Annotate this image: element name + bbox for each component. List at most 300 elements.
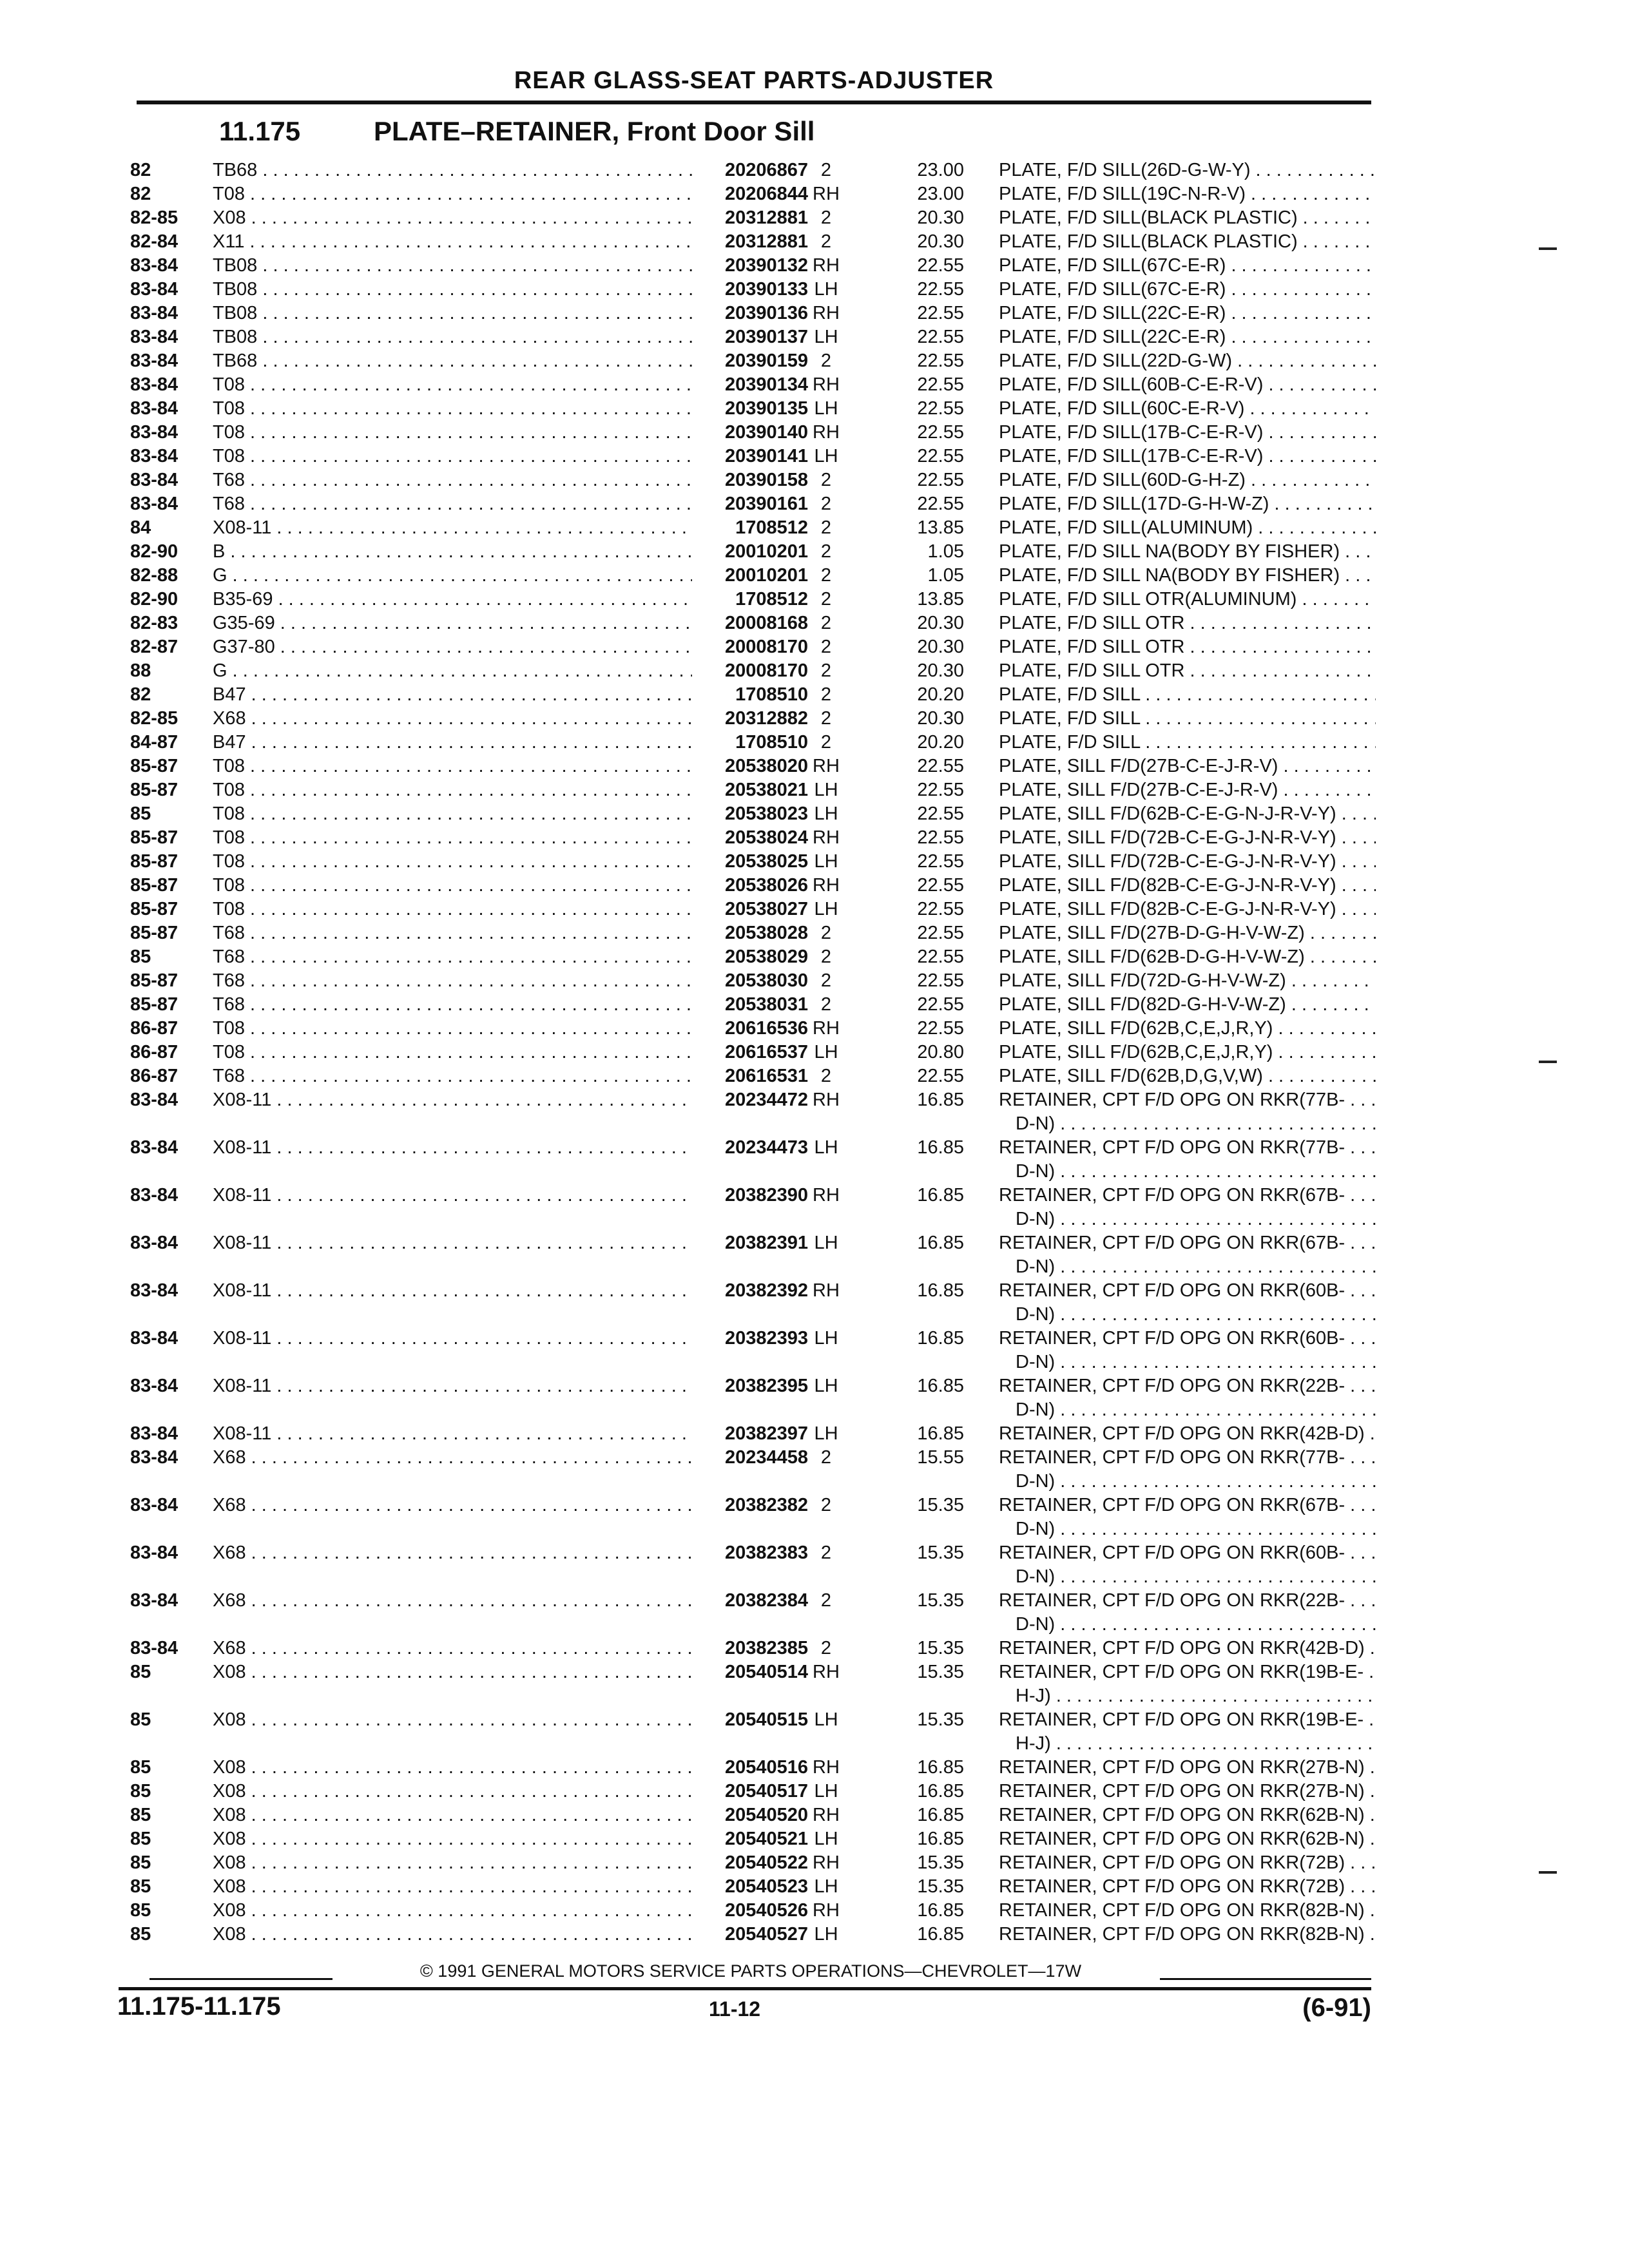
quantity: RH bbox=[813, 1018, 840, 1039]
model-years: 85 bbox=[130, 803, 151, 824]
quantity: 2 bbox=[820, 613, 832, 633]
description: PLATE, F/D SILL(17B-C-E-R-V) . . . bbox=[999, 421, 1376, 445]
model-code: X08-11 . . . bbox=[213, 1374, 692, 1398]
model-years: 84 bbox=[130, 517, 151, 538]
quantity: 2 bbox=[820, 541, 832, 562]
quantity: LH bbox=[814, 1328, 838, 1349]
description: PLATE, F/D SILL(67C-E-R) . . . bbox=[999, 278, 1376, 302]
description: PLATE, F/D SILL(BLACK PLASTIC) . . . bbox=[999, 230, 1376, 254]
quantity: 2 bbox=[820, 1638, 832, 1658]
description: RETAINER, CPT F/D OPG ON RKR(77B- . . . bbox=[999, 1446, 1376, 1470]
model-years: 85 bbox=[130, 1757, 151, 1778]
table-row bbox=[130, 778, 1380, 802]
spacer bbox=[130, 1350, 213, 1374]
spacer bbox=[964, 1136, 999, 1160]
spacer bbox=[964, 373, 999, 397]
table-row bbox=[130, 1803, 1380, 1827]
spacer bbox=[964, 1088, 999, 1112]
spacer bbox=[964, 1827, 999, 1851]
quantity: RH bbox=[813, 875, 840, 896]
table-row-continuation bbox=[130, 1517, 1380, 1541]
part-number: 20390134 bbox=[724, 374, 808, 395]
part-number: 20538031 bbox=[724, 994, 808, 1015]
model-code: T08 . . . bbox=[213, 397, 692, 421]
part-number: 20234472 bbox=[724, 1090, 808, 1110]
quantity: 2 bbox=[820, 494, 832, 514]
spacer bbox=[964, 993, 999, 1017]
description: RETAINER, CPT F/D OPG ON RKR(67B- . . . bbox=[999, 1494, 1376, 1517]
table-row-continuation bbox=[130, 1207, 1380, 1231]
table-row bbox=[130, 1541, 1380, 1565]
spacer bbox=[692, 1613, 808, 1637]
model-code: B47 . . . bbox=[213, 731, 692, 754]
part-number: 20540527 bbox=[724, 1924, 808, 1945]
spacer bbox=[692, 1517, 808, 1541]
part-number: 20382385 bbox=[724, 1638, 808, 1658]
table-row-continuation bbox=[130, 1160, 1380, 1184]
spacer bbox=[964, 445, 999, 468]
price: 15.35 bbox=[917, 1662, 964, 1682]
description: PLATE, F/D SILL(60C-E-R-V) . . . bbox=[999, 397, 1376, 421]
quantity: 2 bbox=[820, 231, 832, 252]
model-code: T68 . . . bbox=[213, 468, 692, 492]
spacer bbox=[964, 1327, 999, 1350]
price: 23.00 bbox=[917, 160, 964, 180]
footer-revision-date: (6-91) bbox=[1302, 1994, 1371, 2022]
model-years: 85-87 bbox=[130, 851, 178, 872]
description: PLATE, F/D SILL OTR . . . bbox=[999, 611, 1376, 635]
price: 16.85 bbox=[917, 1328, 964, 1349]
description: RETAINER, CPT F/D OPG ON RKR(62B-N) . . . bbox=[999, 1827, 1376, 1851]
model-years: 82-84 bbox=[130, 231, 178, 252]
price: 22.55 bbox=[917, 470, 964, 490]
model-years: 82 bbox=[130, 184, 151, 204]
description: RETAINER, CPT F/D OPG ON RKR(60B- . . . bbox=[999, 1327, 1376, 1350]
part-number: 20206844 bbox=[724, 184, 808, 204]
quantity: LH bbox=[814, 1876, 838, 1897]
part-number: 20390133 bbox=[724, 279, 808, 300]
spacer bbox=[213, 1470, 692, 1494]
description: PLATE, SILL F/D(27B-C-E-J-R-V) . . . bbox=[999, 778, 1376, 802]
description: RETAINER, CPT F/D OPG ON RKR(60B- . . . bbox=[999, 1541, 1376, 1565]
price: 20.20 bbox=[917, 732, 964, 753]
model-code: X68 . . . bbox=[213, 1494, 692, 1517]
model-years: 83-84 bbox=[130, 1233, 178, 1253]
spacer bbox=[964, 1756, 999, 1780]
spacer bbox=[964, 1470, 999, 1494]
spacer bbox=[692, 1303, 808, 1327]
spacer bbox=[964, 1875, 999, 1899]
footer-rule-left bbox=[149, 1978, 333, 1980]
model-years: 83-84 bbox=[130, 279, 178, 300]
description: PLATE, F/D SILL . . . bbox=[999, 731, 1376, 754]
model-years: 83-84 bbox=[130, 398, 178, 419]
price: 20.30 bbox=[917, 708, 964, 729]
part-number: 20538020 bbox=[724, 756, 808, 776]
spacer bbox=[964, 564, 999, 588]
price: 15.35 bbox=[917, 1876, 964, 1897]
model-code: X08-11 . . . bbox=[213, 1231, 692, 1255]
description: RETAINER, CPT F/D OPG ON RKR(27B-N) . . . bbox=[999, 1780, 1376, 1803]
model-code: G . . . bbox=[213, 659, 692, 683]
spacer bbox=[808, 1255, 844, 1279]
description: PLATE, SILL F/D(72D-G-H-V-W-Z) . . . bbox=[999, 969, 1376, 993]
model-code: X68 . . . bbox=[213, 1446, 692, 1470]
model-years: 85-87 bbox=[130, 899, 178, 919]
spacer bbox=[808, 1303, 844, 1327]
table-row bbox=[130, 921, 1380, 945]
table-row bbox=[130, 588, 1380, 611]
spacer bbox=[964, 945, 999, 969]
part-number: 20538021 bbox=[724, 780, 808, 800]
spacer bbox=[964, 540, 999, 564]
model-code: TB08 . . . bbox=[213, 325, 692, 349]
part-number: 20540526 bbox=[724, 1900, 808, 1921]
part-number: 20540514 bbox=[724, 1662, 808, 1682]
spacer bbox=[964, 325, 999, 349]
footer-rule bbox=[119, 1987, 1371, 1990]
part-number: 20616536 bbox=[724, 1018, 808, 1039]
price: 16.85 bbox=[917, 1900, 964, 1921]
price: 1.05 bbox=[927, 541, 964, 562]
model-code: X08 . . . bbox=[213, 1708, 692, 1732]
header-rule bbox=[137, 101, 1371, 104]
part-number: 20540523 bbox=[724, 1876, 808, 1897]
spacer bbox=[964, 778, 999, 802]
price: 16.85 bbox=[917, 1137, 964, 1158]
price: 16.85 bbox=[917, 1090, 964, 1110]
quantity: 2 bbox=[820, 1590, 832, 1611]
description: PLATE, SILL F/D(82B-C-E-G-J-N-R-V-Y) . . . bbox=[999, 898, 1376, 921]
spacer bbox=[964, 159, 999, 182]
description: PLATE, F/D SILL(BLACK PLASTIC) . . . bbox=[999, 206, 1376, 230]
price: 22.55 bbox=[917, 803, 964, 824]
table-row-continuation bbox=[130, 1398, 1380, 1422]
model-code: X68 . . . bbox=[213, 707, 692, 731]
description-continuation: H-J) . . . bbox=[999, 1684, 1376, 1708]
table-row bbox=[130, 1041, 1380, 1064]
table-row bbox=[130, 1756, 1380, 1780]
model-years: 83-84 bbox=[130, 1542, 178, 1563]
model-years: 85-87 bbox=[130, 994, 178, 1015]
model-code: X11 . . . bbox=[213, 230, 692, 254]
footer-rule-right bbox=[1160, 1978, 1371, 1980]
description: PLATE, F/D SILL(26D-G-W-Y) . . . bbox=[999, 159, 1376, 182]
quantity: 2 bbox=[820, 351, 832, 371]
part-number: 20616537 bbox=[724, 1042, 808, 1062]
spacer bbox=[130, 1470, 213, 1494]
model-code: T08 . . . bbox=[213, 1041, 692, 1064]
price: 20.20 bbox=[917, 684, 964, 705]
model-code: X08 . . . bbox=[213, 1660, 692, 1684]
table-row bbox=[130, 1589, 1380, 1613]
description: PLATE, SILL F/D(62B,D,G,V,W) . . . bbox=[999, 1064, 1376, 1088]
part-number: 20382383 bbox=[724, 1542, 808, 1563]
part-number: 1708512 bbox=[735, 589, 808, 610]
spacer bbox=[964, 1541, 999, 1565]
quantity: RH bbox=[813, 255, 840, 276]
description: PLATE, F/D SILL(22D-G-W) . . . bbox=[999, 349, 1376, 373]
model-years: 83-84 bbox=[130, 470, 178, 490]
quantity: RH bbox=[813, 422, 840, 443]
model-years: 83-84 bbox=[130, 1328, 178, 1349]
part-number: 20538023 bbox=[724, 803, 808, 824]
part-number: 20010201 bbox=[724, 565, 808, 586]
model-years: 85-87 bbox=[130, 756, 178, 776]
price: 20.80 bbox=[917, 1042, 964, 1062]
spacer bbox=[130, 1398, 213, 1422]
spacer bbox=[964, 516, 999, 540]
spacer bbox=[130, 1303, 213, 1327]
model-code: X08 . . . bbox=[213, 1803, 692, 1827]
price: 15.35 bbox=[917, 1495, 964, 1515]
quantity: RH bbox=[813, 1090, 840, 1110]
table-row bbox=[130, 1446, 1380, 1470]
quantity: 2 bbox=[820, 207, 832, 228]
spacer bbox=[692, 1112, 808, 1136]
table-row bbox=[130, 445, 1380, 468]
table-row-continuation bbox=[130, 1565, 1380, 1589]
spacer bbox=[844, 1112, 964, 1136]
table-row bbox=[130, 635, 1380, 659]
model-code: T08 . . . bbox=[213, 898, 692, 921]
quantity: 2 bbox=[820, 970, 832, 991]
spacer bbox=[808, 1565, 844, 1589]
description: PLATE, F/D SILL NA(BODY BY FISHER) . . . bbox=[999, 540, 1376, 564]
description: PLATE, F/D SILL(22C-E-R) . . . bbox=[999, 302, 1376, 325]
description: PLATE, SILL F/D(27B-D-G-H-V-W-Z) . . . bbox=[999, 921, 1376, 945]
price: 20.30 bbox=[917, 231, 964, 252]
quantity: 2 bbox=[820, 923, 832, 943]
spacer bbox=[964, 1446, 999, 1470]
model-code: X08 . . . bbox=[213, 206, 692, 230]
description: RETAINER, CPT F/D OPG ON RKR(72B) . . . bbox=[999, 1851, 1376, 1875]
model-years: 85-87 bbox=[130, 875, 178, 896]
spacer bbox=[130, 1613, 213, 1637]
table-row bbox=[130, 1184, 1380, 1207]
spacer bbox=[808, 1160, 844, 1184]
description: PLATE, F/D SILL(ALUMINUM) . . . bbox=[999, 516, 1376, 540]
part-number: 20540522 bbox=[724, 1852, 808, 1873]
margin-tick-mark bbox=[1539, 1061, 1557, 1063]
description: RETAINER, CPT F/D OPG ON RKR(22B- . . . bbox=[999, 1374, 1376, 1398]
table-row bbox=[130, 1327, 1380, 1350]
spacer bbox=[964, 754, 999, 778]
model-code: X08-11 . . . bbox=[213, 516, 692, 540]
price: 22.55 bbox=[917, 756, 964, 776]
description: RETAINER, CPT F/D OPG ON RKR(19B-E- . . . bbox=[999, 1660, 1376, 1684]
part-number: 20390161 bbox=[724, 494, 808, 514]
quantity: 2 bbox=[820, 732, 832, 753]
price: 22.55 bbox=[917, 351, 964, 371]
model-years: 85 bbox=[130, 1852, 151, 1873]
quantity: 2 bbox=[820, 1066, 832, 1086]
model-code: B47 . . . bbox=[213, 683, 692, 707]
spacer bbox=[213, 1255, 692, 1279]
table-row bbox=[130, 898, 1380, 921]
price: 22.55 bbox=[917, 994, 964, 1015]
model-years: 82-85 bbox=[130, 708, 178, 729]
table-row bbox=[130, 659, 1380, 683]
quantity: 2 bbox=[820, 994, 832, 1015]
table-row bbox=[130, 731, 1380, 754]
part-number: 20538026 bbox=[724, 875, 808, 896]
model-code: X08-11 . . . bbox=[213, 1279, 692, 1303]
model-code: T08 . . . bbox=[213, 421, 692, 445]
part-number: 20010201 bbox=[724, 541, 808, 562]
spacer bbox=[964, 802, 999, 826]
model-years: 83-84 bbox=[130, 422, 178, 443]
description: RETAINER, CPT F/D OPG ON RKR(60B- . . . bbox=[999, 1279, 1376, 1303]
table-row bbox=[130, 421, 1380, 445]
price: 16.85 bbox=[917, 1423, 964, 1444]
spacer bbox=[130, 1160, 213, 1184]
page-header-title: REAR GLASS-SEAT PARTS-ADJUSTER bbox=[514, 67, 994, 94]
description-continuation: D-N) . . . bbox=[999, 1350, 1376, 1374]
price: 22.55 bbox=[917, 923, 964, 943]
spacer bbox=[964, 1613, 999, 1637]
description-continuation: D-N) . . . bbox=[999, 1303, 1376, 1327]
quantity: RH bbox=[813, 1852, 840, 1873]
spacer bbox=[964, 1923, 999, 1946]
spacer bbox=[130, 1255, 213, 1279]
part-number: 20382382 bbox=[724, 1495, 808, 1515]
quantity: LH bbox=[814, 446, 838, 466]
table-row bbox=[130, 802, 1380, 826]
spacer bbox=[808, 1470, 844, 1494]
spacer bbox=[964, 254, 999, 278]
quantity: LH bbox=[814, 1709, 838, 1730]
spacer bbox=[964, 1017, 999, 1041]
table-row bbox=[130, 969, 1380, 993]
spacer bbox=[808, 1684, 844, 1708]
quantity: RH bbox=[813, 756, 840, 776]
part-number: 20538027 bbox=[724, 899, 808, 919]
spacer bbox=[964, 278, 999, 302]
spacer bbox=[213, 1160, 692, 1184]
price: 22.55 bbox=[917, 374, 964, 395]
quantity: RH bbox=[813, 1757, 840, 1778]
model-code: X08-11 . . . bbox=[213, 1327, 692, 1350]
model-code: X08 . . . bbox=[213, 1756, 692, 1780]
quantity: LH bbox=[814, 398, 838, 419]
description: PLATE, SILL F/D(72B-C-E-G-J-N-R-V-Y) . . . bbox=[999, 826, 1376, 850]
model-code: T08 . . . bbox=[213, 373, 692, 397]
description: RETAINER, CPT F/D OPG ON RKR(62B-N) . . . bbox=[999, 1803, 1376, 1827]
model-code: X08 . . . bbox=[213, 1780, 692, 1803]
model-code: X08 . . . bbox=[213, 1875, 692, 1899]
table-row bbox=[130, 1660, 1380, 1684]
spacer bbox=[964, 921, 999, 945]
model-code: T68 . . . bbox=[213, 993, 692, 1017]
description: RETAINER, CPT F/D OPG ON RKR(42B-D) . . . bbox=[999, 1422, 1376, 1446]
model-years: 82-90 bbox=[130, 589, 178, 610]
spacer bbox=[844, 1350, 964, 1374]
spacer bbox=[964, 1660, 999, 1684]
model-years: 85 bbox=[130, 947, 151, 967]
model-years: 83-84 bbox=[130, 327, 178, 347]
model-years: 82 bbox=[130, 684, 151, 705]
spacer bbox=[964, 492, 999, 516]
table-row bbox=[130, 1851, 1380, 1875]
table-row bbox=[130, 683, 1380, 707]
table-row bbox=[130, 1923, 1380, 1946]
spacer bbox=[964, 1041, 999, 1064]
table-row bbox=[130, 1875, 1380, 1899]
part-number: 20538025 bbox=[724, 851, 808, 872]
description: PLATE, F/D SILL(22C-E-R) . . . bbox=[999, 325, 1376, 349]
part-number: 20234473 bbox=[724, 1137, 808, 1158]
table-row bbox=[130, 1780, 1380, 1803]
price: 15.35 bbox=[917, 1709, 964, 1730]
table-row bbox=[130, 516, 1380, 540]
quantity: RH bbox=[813, 374, 840, 395]
quantity: LH bbox=[814, 279, 838, 300]
part-number: 20206867 bbox=[724, 160, 808, 180]
description-continuation: D-N) . . . bbox=[999, 1112, 1376, 1136]
spacer bbox=[964, 1732, 999, 1756]
description: RETAINER, CPT F/D OPG ON RKR(77B- . . . bbox=[999, 1088, 1376, 1112]
spacer bbox=[692, 1255, 808, 1279]
model-code: X08-11 . . . bbox=[213, 1184, 692, 1207]
model-years: 83-84 bbox=[130, 1447, 178, 1468]
spacer bbox=[964, 206, 999, 230]
part-number: 20008168 bbox=[724, 613, 808, 633]
spacer bbox=[964, 1207, 999, 1231]
spacer bbox=[964, 588, 999, 611]
model-code: TB68 . . . bbox=[213, 349, 692, 373]
description-continuation: D-N) . . . bbox=[999, 1470, 1376, 1494]
table-row-continuation bbox=[130, 1112, 1380, 1136]
parts-list bbox=[130, 159, 1380, 1946]
description: RETAINER, CPT F/D OPG ON RKR(42B-D) . . . bbox=[999, 1637, 1376, 1660]
description-continuation: D-N) . . . bbox=[999, 1160, 1376, 1184]
part-number: 20540517 bbox=[724, 1781, 808, 1802]
model-years: 82-88 bbox=[130, 565, 178, 586]
part-number: 1708510 bbox=[735, 732, 808, 753]
model-years: 83-84 bbox=[130, 255, 178, 276]
model-code: TB08 . . . bbox=[213, 278, 692, 302]
description: PLATE, SILL F/D(62B,C,E,J,R,Y) . . . bbox=[999, 1017, 1376, 1041]
price: 16.85 bbox=[917, 1781, 964, 1802]
description: PLATE, SILL F/D(62B-D-G-H-V-W-Z) . . . bbox=[999, 945, 1376, 969]
spacer bbox=[808, 1112, 844, 1136]
part-number: 20538024 bbox=[724, 827, 808, 848]
spacer bbox=[964, 1255, 999, 1279]
description: PLATE, F/D SILL(17B-C-E-R-V) . . . bbox=[999, 445, 1376, 468]
spacer bbox=[844, 1255, 964, 1279]
description-continuation: D-N) . . . bbox=[999, 1517, 1376, 1541]
model-code: TB08 . . . bbox=[213, 302, 692, 325]
quantity: RH bbox=[813, 1280, 840, 1301]
quantity: RH bbox=[813, 184, 840, 204]
price: 15.35 bbox=[917, 1852, 964, 1873]
spacer bbox=[808, 1207, 844, 1231]
spacer bbox=[964, 302, 999, 325]
spacer bbox=[692, 1732, 808, 1756]
description: PLATE, SILL F/D(82B-C-E-G-J-N-R-V-Y) . . . bbox=[999, 874, 1376, 898]
part-number: 20538028 bbox=[724, 923, 808, 943]
table-row bbox=[130, 1827, 1380, 1851]
table-row bbox=[130, 993, 1380, 1017]
description: PLATE, SILL F/D(27B-C-E-J-R-V) . . . bbox=[999, 754, 1376, 778]
description: PLATE, SILL F/D(82D-G-H-V-W-Z) . . . bbox=[999, 993, 1376, 1017]
quantity: 2 bbox=[820, 708, 832, 729]
description: RETAINER, CPT F/D OPG ON RKR(67B- . . . bbox=[999, 1184, 1376, 1207]
price: 22.55 bbox=[917, 780, 964, 800]
price: 15.35 bbox=[917, 1638, 964, 1658]
spacer bbox=[808, 1517, 844, 1541]
